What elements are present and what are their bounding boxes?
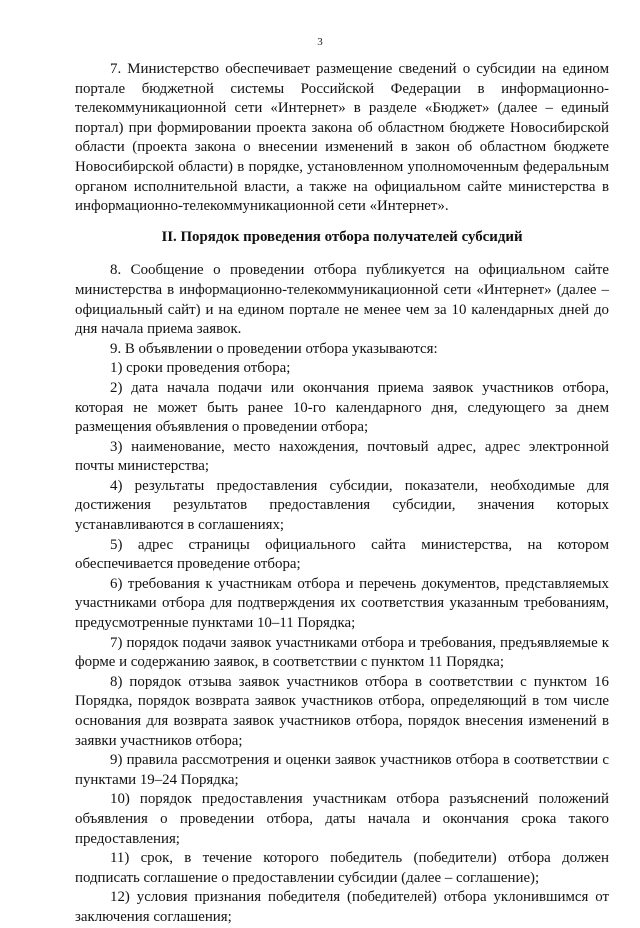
- list-item: 7) порядок подачи заявок участниками отбора и требования, предъявляемые к форме и содержанию заявок, в соответствии с пунктом 11 Порядка;: [75, 634, 609, 671]
- document-body: [75, 60, 609, 928]
- list-item: 6) требования к участникам отбора и перечень документов, представляемых участниками отбора для подтверждения их соответствия указанным требованиям, предусмотренные пунктами 10–11 Порядка;: [75, 575, 609, 632]
- list-item: 4) результаты предоставления субсидии, показатели, необходимые для достижения результатов предоставления субсидии, значения которых устанавливаются в соглашениях;: [75, 477, 609, 534]
- page-number: 3: [317, 36, 323, 48]
- list-item: 3) наименование, место нахождения, почтовый адрес, адрес электронной почты министерства;: [75, 438, 609, 475]
- paragraph-7: 7. Министерство обеспечивает размещение сведений о субсидии на едином портале бюджетной системы Российской Федерации в информационно-телекоммуникационной сети «Интернет» в разделе «Бюджет» (далее – единый портал) при формировании проекта закона об областном бюджете Новосибирской области (проекта закона о внесении изменений в закон об областном бюджете Новосибирской области) в порядке, установленном уполномоченным федеральным органом исполнительной власти, а также на официальном сайте министерства в информационно-телекоммуникационной сети «Интернет».: [75, 61, 609, 215]
- section-heading: II. Порядок проведения отбора получателей субсидий: [161, 228, 523, 245]
- list-item: 10) порядок предоставления участникам отбора разъяснений положений объявления о проведении отбора, даты начала и окончания срока такого предоставления;: [75, 791, 609, 847]
- list-item: 9) правила рассмотрения и оценки заявок участников отбора в соответствии с пунктами 19–24 Порядка;: [75, 752, 609, 788]
- paragraph-9: 9. В объявлении о проведении отбора указываются:: [110, 340, 438, 357]
- paragraph-8: 8. Сообщение о проведении отбора публикуется на официальном сайте министерства в информационно-телекоммуникационной сети «Интернет» (далее – официальный сайт) и на едином портале не менее чем за 10 календарных дней до дня начала приема заявок.: [75, 262, 609, 338]
- list-item: 8) порядок отзыва заявок участников отбора в соответствии с пунктом 16 Порядка, порядок возврата заявок участников отбора, определяющий в том числе основания для возврата заявок участников отбора, порядок внесения изменений в заявки участников отбора;: [75, 673, 609, 749]
- list-item: 1) сроки проведения отбора;: [110, 360, 291, 377]
- list-item: 2) дата начала подачи или окончания приема заявок участников отбора, которая не может быть ранее 10-го календарного дня, следующего за днем размещения объявления о проведении отбора;: [75, 379, 609, 436]
- list-item: 12) условия признания победителя (победителей) отбора уклонившимся от заключения соглашения;: [75, 889, 609, 925]
- list-item: 11) срок, в течение которого победитель (победители) отбора должен подписать соглашение о предоставлении субсидии (далее – соглашение);: [75, 850, 609, 886]
- list-item: 5) адрес страницы официального сайта министерства, на котором обеспечивается проведение отбора;: [75, 536, 609, 573]
